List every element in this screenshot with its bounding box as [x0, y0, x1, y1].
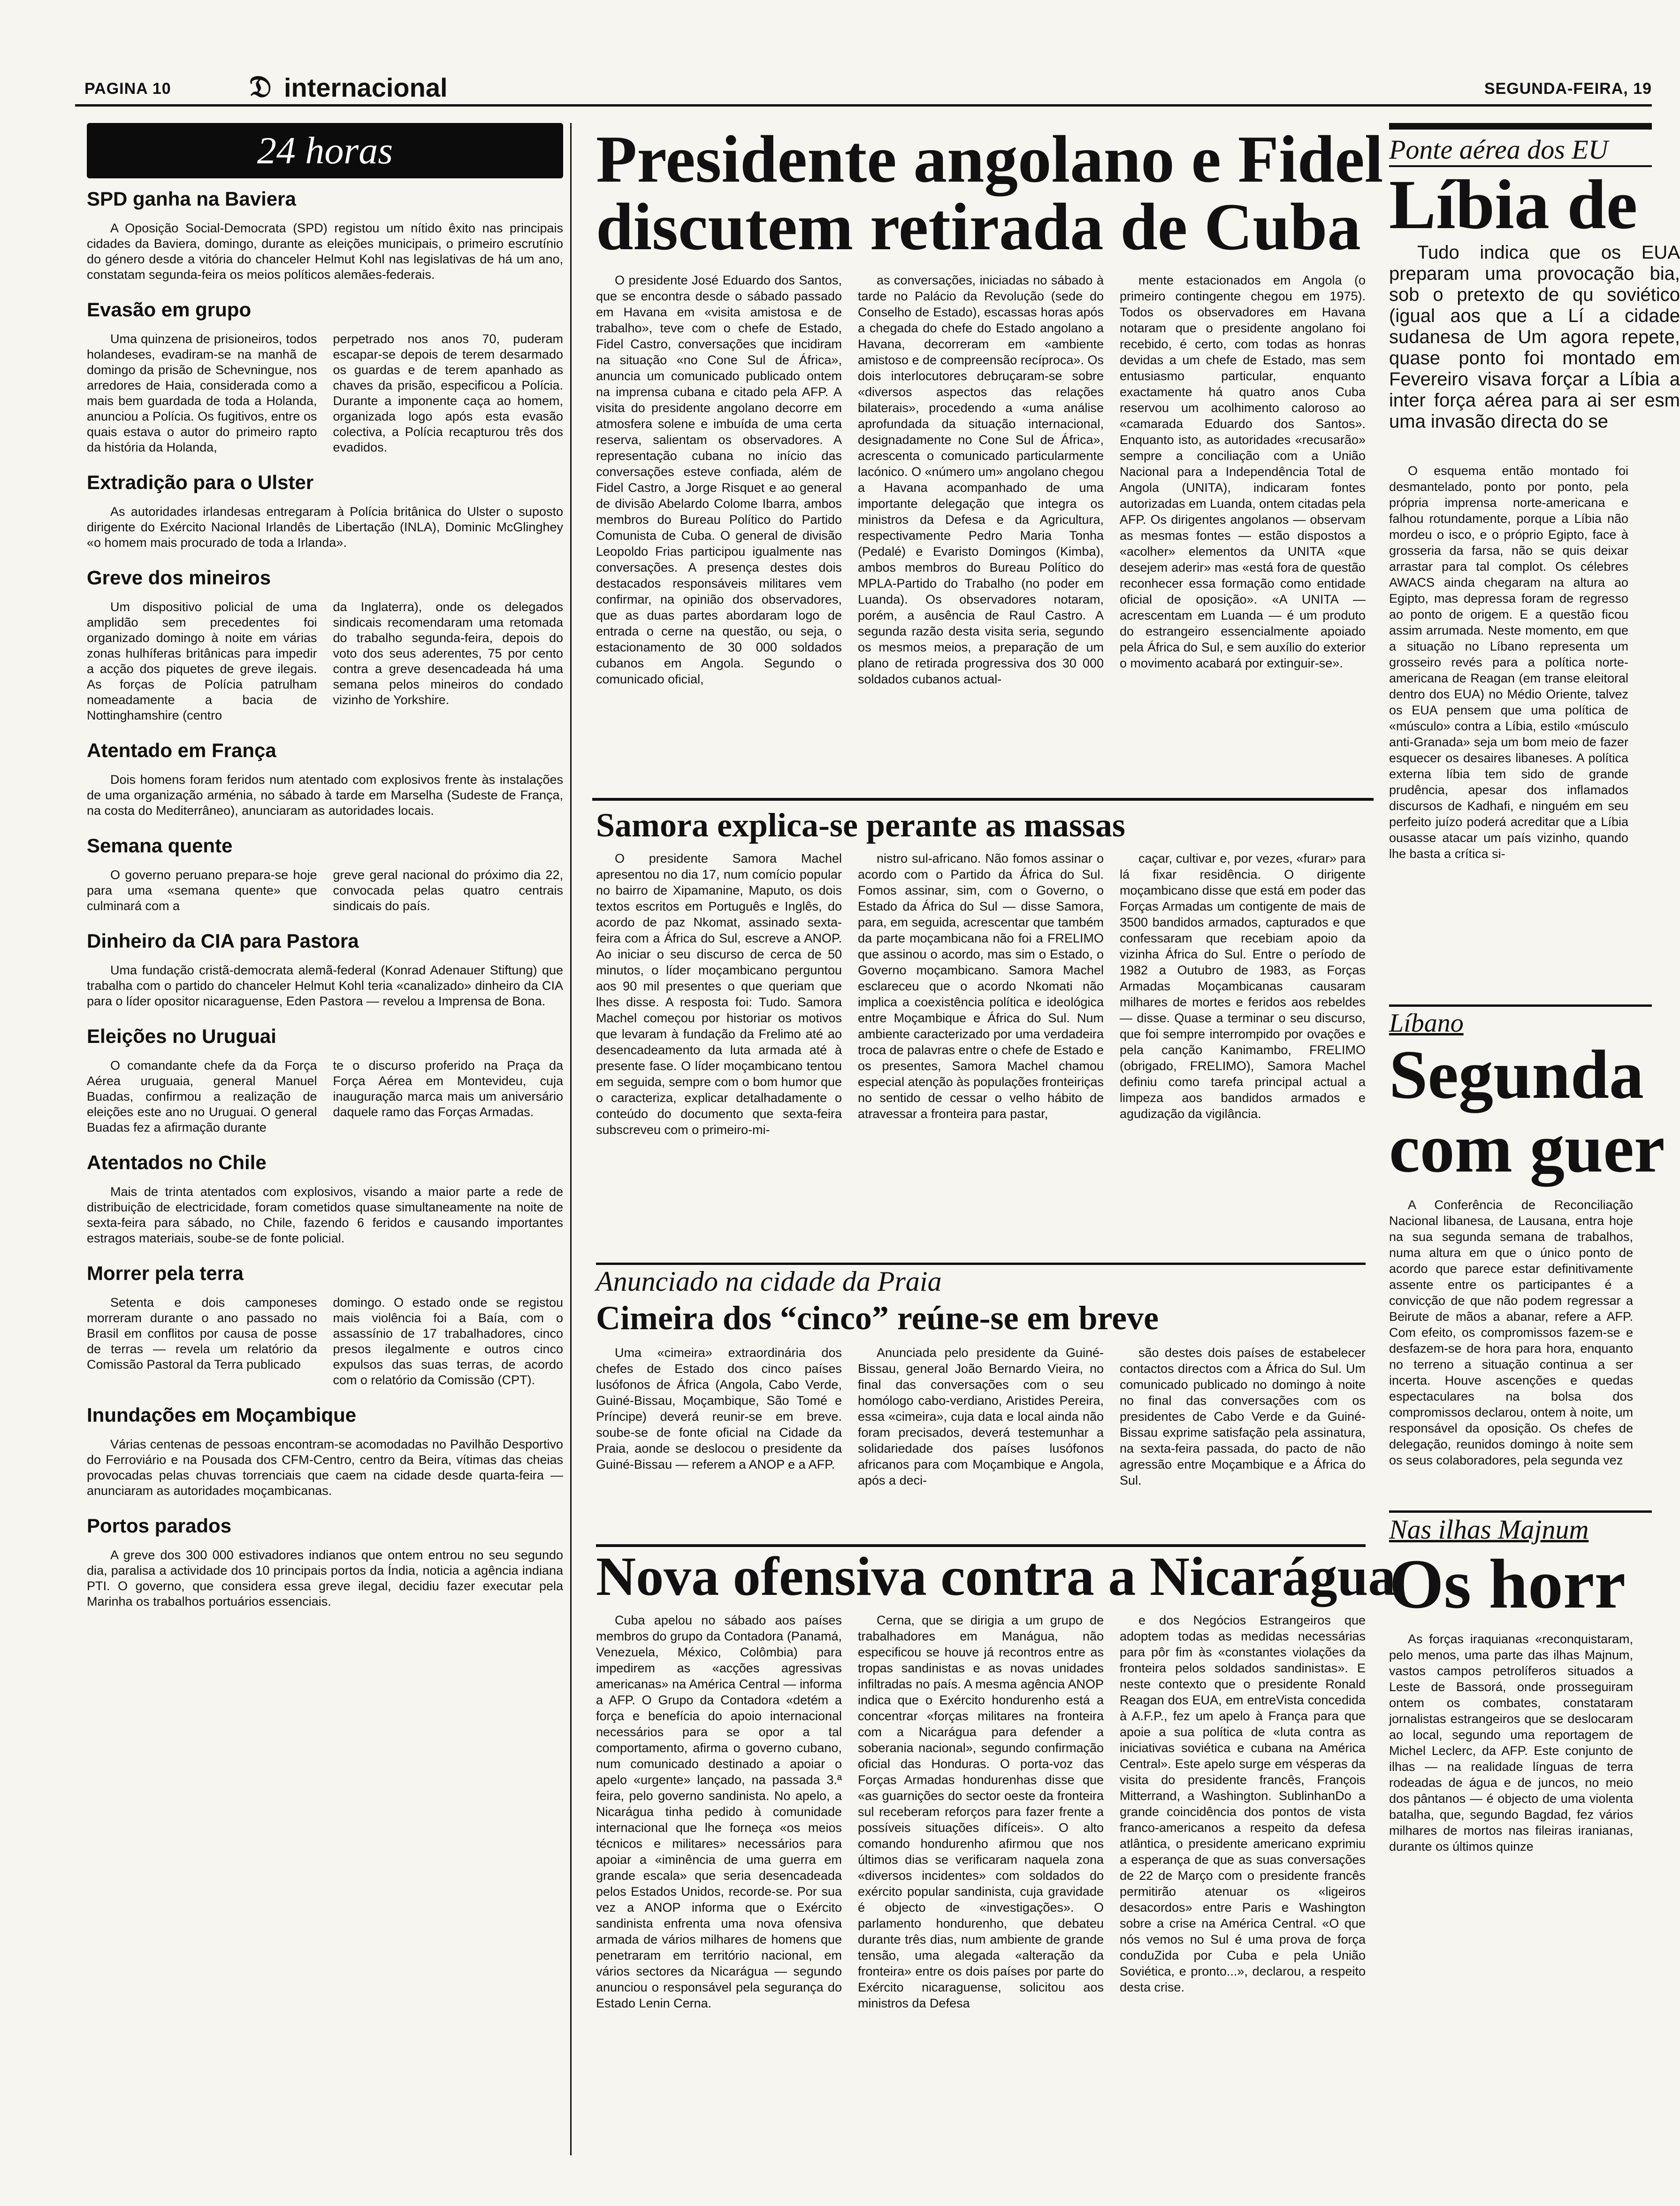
page-date: SEGUNDA-FEIRA, 19 — [1484, 80, 1652, 98]
samora-headline: Samora explica-se perante as massas — [596, 806, 1125, 844]
brief-text: As autoridades irlandesas entregaram à Polícia britânica do Ulster o suposto dirigente do Exército Nacional Irlandês de Libertação (INLA), Dominic McGlinghey «o homem mais procurado de toda a Irlanda». — [87, 505, 563, 550]
cimeira-kicker: Anunciado na cidade da Praia — [596, 1263, 1366, 1298]
brief-item — [87, 1025, 563, 1135]
angola-col-3: mente estacionados em Angola (o primeiro contingente chegou em 1975). Todos os observadores em Havana notaram que o presidente angolano foi recebido, é certo, com todas as honras devidas a um chefe de Estado, mas sem entusiasmo particular, enquanto exactamente há quatro anos Cuba reservou um acolhimento caloroso ao «camarada Eduardo dos Santos». Enquanto isto, as autoridades «recusarão» sempre a conciliação com a União Nacional para a Independência Total de Angola (UNITA), indicaram fontes autorizadas em Luanda, ontem citadas pela AFP. Os dirigentes angolanos — observam as mesmas fontes — estão dispostos a «acolher» elementos da UNITA «que desejem aderir» mas «está fora de questão reconhecer essa formação como entidade oficial de oposição». «A UNITA — acrescentam em Luanda — é um produto do estrangeiro essencialmente apoiado pela África do Sul, e sem auxílio do exterior o movimento acabará por extinguir-se». — [1120, 273, 1366, 670]
brief-text: te o discurso proferido na Praça da Força Aérea em Montevideu, cuja inauguração marca mais um aniversário daquele ramo das Forças Armadas. — [333, 1058, 563, 1119]
cimeira-col-3: são destes dois países de estabelecer contactos directos com a África do Sul. Um comunicado publicado no domingo à noite no final das conversações com os presidentes de Cabo Verde e da Guiné-Bissau exprime satisfação pela assinatura, na sexta-feira passada, do pacto de não agressão entre Moçambique e a África do Sul. — [1120, 1346, 1366, 1487]
brief-title: Semana quente — [87, 835, 233, 857]
libia-body: O esquema então montado foi desmantelado, ponto por ponto, pela própria imprensa norte-americana e falhou rotundamente, porque a Líbia não mordeu o isco, e o próprio Egipto, face à grosseria da farsa, não se quis deixar arrastar para tal complot. Os célebres AWACS ainda chegaram na altura ao Egipto, mas depressa foram de regresso ao ponto de origem. E a questão ficou assim arrumada. Neste momento, em que a situação no Líbano representa um grosseiro revés para a política norte-americana de Reagan (em transe eleitoral dentro dos EUA) no Médio Oriente, talvez os EUA pensem que uma política de «músculo» contra a Líbia, estilo «músculo anti-Granada» seja um bom meio de fazer esquecer os desaires libaneses. A política externa líbia tem sido de grande prudência, apesar dos inflamados discursos de Kadhafi, e ninguém em seu perfeito juízo poderá acreditar que a Líbia ousasse atacar um país vizinho, quando lhe basta a crítica si- — [1389, 464, 1628, 861]
brief-title: Eleições no Uruguai — [87, 1025, 276, 1047]
majnum-body: As forças iraquianas «reconquistaram, pelo menos, uma parte das ilhas Majnum, vastos campos petrolíferos situados a Leste de Bassorá, onde prosseguiram ontem os combates, constataram jornalistas estrangeiros que se deslocaram ao local, segundo uma reportagem de Michel Leclerc, da AFP. Este conjunto de ilhas — na realidade línguas de terra rodeadas de água e de juncos, no meio dos pântanos — é objecto de uma violenta batalha, que, segundo Bagdad, fez vários milhares de mortos nas fileiras iranianas, durante os últimos quinze — [1389, 1632, 1633, 1854]
brief-item — [87, 835, 563, 914]
brief-title: Dinheiro da CIA para Pastora — [87, 930, 359, 952]
brief-text: Setenta e dois camponeses morreram durante o ano passado no Brasil em conflitos por causa de posse de terras — revela um relatório da Comissão Pastoral da Terra publicado — [87, 1295, 317, 1371]
briefs-banner-title: 24 horas — [257, 129, 393, 172]
brief-text: A greve dos 300 000 estivadores indianos que ontem entrou no seu segundo dia, paralisa a actividade dos 10 principais portos da Índia, noticia a agência indiana PTI. O governo, que considera essa greve ilegal, decidiu fazer executar pela Marinha os trabalhos portuários essenciais. — [87, 1548, 563, 1609]
brief-item — [87, 1515, 563, 1609]
majnum-kicker: Nas ilhas Majnum — [1389, 1514, 1589, 1545]
brief-text: Uma fundação cristã-democrata alemã-federal (Konrad Adenauer Stiftung) que trabalha com o partido do chanceler Helmut Kohl teria «canalizado» dinheiro da CIA para o líder opositor nicaraguense, Eden Pastora — revelou a Imprensa de Bona. — [87, 963, 563, 1008]
brief-text: O governo peruano prepara-se hoje para uma «semana quente» que culminará com a — [87, 868, 317, 913]
angola-article — [596, 122, 1383, 796]
nicaragua-col-1: Cuba apelou no sábado aos países membros do grupo da Contadora (Panamá, Venezuela, México, Colômbia) para impedirem as «acções agressivas americanas» na América Central — informa a AFP. O Grupo da Contadora «detém a força e benefícia do apoio internacional necessários para se opor a tal comportamento, afirma o governo cubano, num comunicado destinado a apoiar o apelo «urgente» lançado, na passada 3.ª feira, pelo governo sandinista. No apelo, a Nicarágua tinha pedido à comunidade internacional que lhe forneça «os meios técnicos e militares» necessários para apoiar a «iminência de uma guerra em grande escala» que seria desencadeada pelos Estados Unidos, recorde-se. Por sua vez a ANOP informa que o Exército sandinista enfrenta uma nova ofensiva armada de vários milhares de homens que penetraram em território nacional, em vários sectores da Nicarágua — segundo anunciou o responsável pela segurança do Estado Lenin Cerna. — [596, 1613, 842, 2010]
brief-item — [87, 739, 563, 819]
cimeira-body — [596, 1345, 1366, 1551]
brief-text: A Oposição Social-Democrata (SPD) registou um nítido êxito nas principais cidades da Baviera, domingo, durante as eleições municipais, o primeiro escrutínio do género desde a vitória do chanceler Helmut Kohl nas legislativas de há um ano, constatam segunda-feira os meios políticos alemães-federais. — [87, 221, 563, 282]
angola-headline-2: discutem retirada de Cuba — [596, 190, 1361, 264]
brief-text: Dois homens foram feridos num atentado com explosivos frente às instalações de uma organização arménia, no sábado à tarde em Marselha (Sudeste de França, na costa do Mediterrâneo), anunciaram as autoridades locais. — [87, 773, 563, 818]
brief-item — [87, 471, 563, 551]
brief-text: Várias centenas de pessoas encontram-se acomodadas no Pavilhão Desportivo do Ferroviário e na Pousada dos CFM-Centro, centro da Beira, vítimas das cheias provocadas pelas chuvas torrenciais que caem na cidade desde quarta-feira — anunciaram as autoridades moçambicanas. — [87, 1437, 563, 1498]
brief-item — [87, 1404, 563, 1499]
column-rule — [570, 123, 572, 2155]
brief-title: Evasão em grupo — [87, 299, 252, 321]
libano-body: A Conferência de Reconciliação Nacional libanesa, de Lausana, entra hoje na sua segunda semana de trabalhos, numa altura em que o único ponto de acordo que parece estar definitivamente assente entre os participantes é a convicção de que não podem regressar a Beirute de mãos a abanar, refere a AFP. Com efeito, os compromissos fazem-se e desfazem-se de hora para hora, enquanto no terreno a situação continua a ser incerta. Houve ascenções e quedas espectaculares na bolsa dos compromissos declarou, ontem à noite, um responsável da oposição. Os chefes de delegação, reunidos domingo à noite sem os seus colaboradores, pela segunda vez — [1389, 1198, 1633, 1467]
brief-text: domingo. O estado onde se registou mais violência foi a Baía, com o assassínio de 17 trabalhadores, cinco presos ilegalmente e outros cinco expulsos das suas terras, de acordo com o relatório da Comissão (CPT). — [333, 1295, 563, 1387]
brief-text: da Inglaterra), onde os delegados sindicais recomendaram uma retomada do trabalho segunda-feira, depois do voto dos seus aderentes, 75 por cento contra a greve desencadeada há uma semana pelos mineiros do condado vizinho de Yorkshire. — [333, 600, 563, 707]
brief-text: O comandante chefe da da Força Aérea uruguaia, general Manuel Buadas, confirmou a realização de eleições este ano no Uruguai. O general Buadas fez a afirmação durante — [87, 1058, 317, 1134]
libia-headline: Líbia de — [1389, 165, 1652, 242]
brief-title: Extradição para o Ulster — [87, 471, 314, 493]
brief-item — [87, 1151, 563, 1246]
angola-body — [596, 272, 1366, 789]
brief-title: SPD ganha na Baviera — [87, 188, 296, 210]
brief-title: Inundações em Moçambique — [87, 1404, 357, 1426]
samora-article — [596, 804, 1366, 1256]
brief-item — [87, 299, 563, 455]
brief-title: Portos parados — [87, 1515, 232, 1537]
header-rule — [75, 104, 1652, 107]
nicaragua-col-2: Cerna, que se dirigia a um grupo de trabalhadores em Manágua, não especificou se houve já recontros entre as tropas sandinistas e as novas unidades infiltradas no país. A mesma agência ANOP indica que o Exército hondurenho está a concentrar «forças militares na fronteira com a Nicarágua para defender a soberania nacional», segundo confirmação oficial das Honduras. O porta-voz das Forças Armadas hondurenhas disse que «as guarnições do sector oeste da fronteira sul receberam reforços para fazer frente a possíveis situações difíceis». O alto comando hondurenho afirmou que nos últimos dias se verificaram naquela zona «diversos incidentes» com soldados do exército popular sandinista, cuja gravidade é objecto de «investigações». O parlamento hondurenho, que debateu durante três dias, num ambiente de grande tensão, uma alegada «alteração da fronteira» entre os dois países por parte do Exército nicaraguense, solicitou aos ministros da Defesa — [858, 1613, 1104, 2010]
brief-text: greve geral nacional do próximo dia 22, convocada pelas quatro centrais sindicais do país. — [333, 868, 563, 913]
page-header — [75, 70, 1652, 103]
brief-title: Atentado em França — [87, 739, 276, 761]
brief-title: Morrer pela terra — [87, 1262, 244, 1284]
samora-col-2: nistro sul-africano. Não fomos assinar o acordo com o Partido da África do Sul. Fomos assinar, sim, com o Governo, o Estado da África do Sul — disse Samora, para, em seguida, acrescentar que também da parte moçambicana não foi a FRELIMO que assinou o acordo, mas sim o Estado, o Governo moçambicano. Samora Machel esclareceu que o acordo Nkomati não implica a coexistência política e ideológica entre Moçambique e África do Sul. Num ambiente caracterizado por uma verdadeira troca de palavras entre o chefe de Estado e os presentes, Samora Machel chamou especial atenção às populações fronteiriças no sentido de cessar o velho hábito de atravessar a fronteira para pastar, — [858, 851, 1104, 1121]
libia-kicker: Ponte aérea dos EU — [1389, 134, 1608, 165]
brief-item — [87, 188, 563, 283]
libia-lead: Tudo indica que os EUA preparam uma provocação bia, sob o pretexto de qu soviético (igual aos que a Lí a cidade sudanesa de Um agora repete, quase ponto foi montado em Fevereiro visava forçar a Líbia a inter força aérea para ai ser esm uma invasão directa do se — [1389, 242, 1680, 432]
libano-headline-2: com guer — [1389, 1110, 1665, 1187]
brief-text: Uma quinzena de prisioneiros, todos holandeses, evadiram-se na manhã de domingo da prisão de Schevningue, nos arredores de Haia, considerada como a mais bem guardada de toda a Holanda, anunciou a Polícia. Os fugitivos, entre os quais estava o autor do primeiro rapto da história da Holanda, — [87, 332, 317, 454]
nicaragua-headline: Nova ofensiva contra a Nicarágua — [596, 1546, 1396, 1607]
brief-text: Mais de trinta atentados com explosivos, visando a maior parte a rede de distribuição de electricidade, foram cometidos quase simultaneamente na noite de sexta-feira para sábado, no Chile, fazendo 6 feridos e causando importantes estragos materiais, soube-se de fonte policial. — [87, 1185, 563, 1245]
angola-col-1: O presidente José Eduardo dos Santos, que se encontra desde o sábado passado em Havana em «visita amistosa e de trabalho», teve com o chefe de Estado, Fidel Castro, conversações que incidiram na situação «no Cone Sul de África», anuncia um comunicado publicado ontem na imprensa cubana e citado pela AFP. A visita do presidente angolano decorre em atmosfera solene e imbuída de uma certa reserva, salientam os observadores. A representação cubana no início das conversações esteve confiada, além de Fidel Castro, a Jorge Risquet e ao general de divisão Abelardo Colome Ibarra, ambos membros do Bureau Político do Partido Comunista de Cuba. O general de divisão Leopoldo Frias participou igualmente nas conversações. A presença destes dois destacados responsáveis militares vem confirmar, na opinião dos observadores, que as duas partes abordaram logo de entrada o cerne na questão, ou seja, o estacionamento de 30 000 soldados cubanos em Angola. Segundo o comunicado oficial, — [596, 273, 842, 686]
brief-item — [87, 1262, 563, 1388]
brief-title: Atentados no Chile — [87, 1151, 267, 1173]
libano-headline-1: Segunda — [1389, 1036, 1644, 1113]
majnum-headline: Os horr — [1389, 1545, 1626, 1623]
cimeira-headline: Cimeira dos “cinco” reúne-se em breve — [596, 1299, 1159, 1337]
brief-item — [87, 567, 563, 723]
newspaper-logo-icon: 𝔇 — [249, 69, 272, 104]
cimeira-article — [596, 1263, 1366, 1554]
cimeira-col-1: Uma «cimeira» extraordinária dos chefes de Estado dos cinco países lusófonos de África (Angola, Cabo Verde, Guiné-Bissau, Moçambique, São Tomé e Príncipe) deverá reunir-se em breve. soube-se de fonte oficial na Cidade da Praia, aonde se deslocou o presidente da Guiné-Bissau — referem a ANOP e a AFP. — [596, 1346, 842, 1471]
nicaragua-col-3: e dos Negócios Estrangeiros que adoptem todas as medidas necessárias para pôr fim às «constantes violações da fronteira pelos soldados sandinistas». E neste contexto que o presidente Ronald Reagan dos EUA, em entreVista concedida à A.F.P., fez um apelo à França para que apoie a sua política de «luta contra as iniciativas soviética e cubana na América Central». Este apelo surge em vésperas da visita do presidente francês, François Mitterrand, a Washington. SublinhanDo a grande coincidência dos pontos de vista franco-americanos a respeito da defesa atlântica, o presidente americano exprimiu a esperança de que as suas conversações de 22 de Março com o presidente francês permitirão atenuar os «ligeiros desacordos» entre Paris e Washington sobre a crise na América Central. «O que nós vemos no Sul é uma prova de força conduZida por Cuba e pela União Soviética, e pronto...», declarou, a respeito desta crise. — [1120, 1613, 1366, 1994]
section-title: internacional — [284, 73, 448, 102]
brief-text: Um dispositivo policial de uma amplidão sem precedentes foi organizado domingo à noite em várias zonas hulhíferas britânicas para impedir a acção dos piquetes de greve ilegais. As forças de Polícia patrulham nomeadamente a bacia de Nottinghamshire (centro — [87, 600, 317, 722]
briefs-column — [87, 123, 563, 2146]
section-rule — [592, 798, 1374, 801]
brief-item — [87, 930, 563, 1009]
nicaragua-article — [596, 1544, 1396, 2145]
right-column — [1389, 123, 1680, 2146]
page-number: PAGINA 10 — [84, 80, 171, 98]
brief-title: Greve dos mineiros — [87, 567, 271, 589]
samora-body — [596, 850, 1366, 1249]
cimeira-col-2: Anunciada pelo presidente da Guiné-Bissau, general João Bernardo Vieira, no final das conversações com o seu homólogo cabo-verdiano, Aristides Pereira, essa «cimeira», cuja data e local ainda não foram precisados, deverá testemunhar a solidariedade dos países lusófonos africanos para com Moçambique e Angola, após a deci- — [858, 1346, 1104, 1487]
samora-col-3: caçar, cultivar e, por vezes, «furar» para lá fixar residência. O dirigente moçambicano disse que está em poder das Forças Armadas um contigente de mais de 3500 bandidos armados, capturados e que confessaram que recebiam apoio da vizinha África do Sul. Entre o período de 1982 a Outubro de 1983, as Forças Armadas Moçambicanas causaram milhares de mortes e feridos aos rebeldes — disse. Quase a terminar o seu discurso, que foi sempre interrompido por ovações e pela canção Kanimambo, FRELIMO (obrigado, FRELIMO), Samora Machel definiu como tarefa principal actual a limpeza aos bandidos armados e agudização da vigilância. — [1120, 851, 1366, 1121]
libano-kicker: Líbano — [1389, 1009, 1464, 1038]
angola-col-2: as conversações, iniciadas no sábado à tarde no Palácio da Revolução (sede do Conselho de Estado), escassas horas após a chegada do chefe do Estado angolano a Havana, decorreram em «ambiente amistoso e de compreensão recíproca». Os dois interlocutores debruçaram-se sobre «diversos aspectos das relações bilaterais», procedendo a «uma análise aprofundada da situação internacional, designadamente no Cone Sul de África», acrescenta o comunicado particularmente lacónico. O «número um» angolano chegou a Havana acompanhado de uma importante delegação que integra os ministros da Defesa e da Agricultura, respectivamente Pedro Maria Tonha (Pedalé) e Evaristo Domingos (Kimba), ambos membros do Bureau Político do MPLA-Partido do Trabalho (no poder em Luanda). Os observadores notaram, porém, a ausência de Raul Castro. A segunda razão desta visita seria, segundo os mesmos meios, a preparação de um plano de retirada progressiva dos 30 000 soldados cubanos actual- — [858, 273, 1104, 686]
angola-headline-1: Presidente angolano e Fidel — [596, 122, 1383, 196]
briefs-banner — [87, 123, 563, 178]
brief-text: perpetrado nos anos 70, puderam escapar-se depois de terem desarmado os guardas e de terem apanhado as chaves da prisão, especificou a Polícia. Durante a imponente caça ao homem, organizada logo após esta evasão colectiva, a Polícia recapturou três dos evadidos. — [333, 332, 563, 454]
nicaragua-body — [596, 1612, 1366, 2143]
samora-col-1: O presidente Samora Machel apresentou no dia 17, num comício popular no bairro de Xipamanine, Maputo, os dois textos escritos em Português e Inglês, do acordo de paz Nkomat, assinado sexta-feira com a África do Sul, escreve a ANOP. Ao iniciar o seu discurso de cerca de 50 minutos, o líder moçambicano perguntou aos 90 mil presentes o que queriam que lhes disse. A resposta foi: Tudo. Samora Machel começou por historiar os motivos que levaram à fundação da Frelimo até ao desencadeamento da luta armada até à presente fase. O líder moçambicano tentou em seguida, sempre com o bom humor que o caracteriza, explicar detalhadamente o conteúdo do documento que sexta-feira subscreveu com o primeiro-mi- — [596, 851, 842, 1137]
